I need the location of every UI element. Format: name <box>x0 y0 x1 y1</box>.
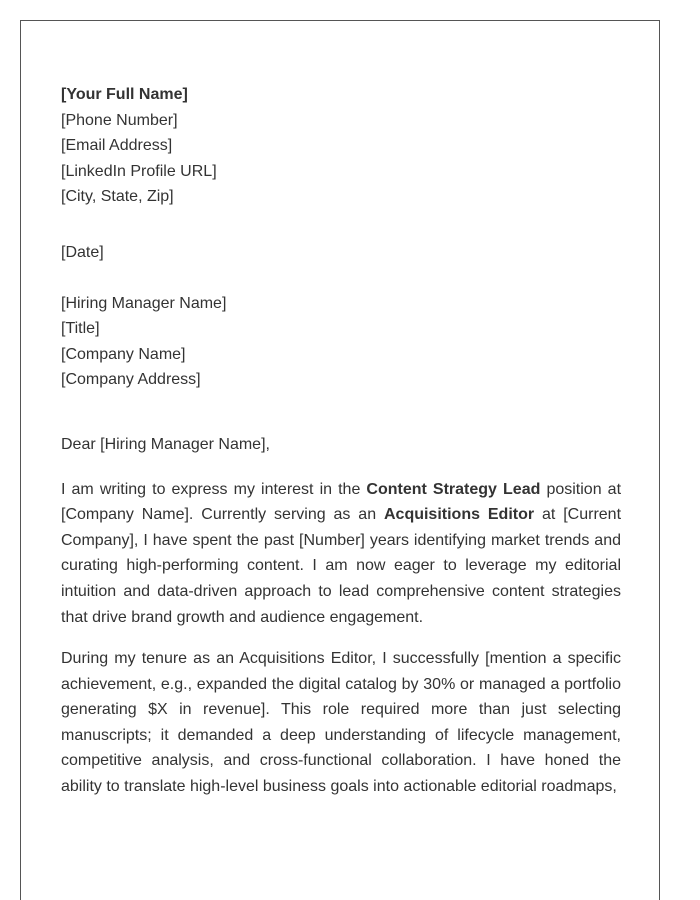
body-paragraph-2: During my tenure as an Acquisitions Editor, I successfully [mention a specific achievement, e.g., expanded the digital catalog by 30% or managed a portfolio generating $X in revenue]. This role required more than just selecting manuscripts; it demanded a deep understanding of lifecycle management, competitive analysis, and cross-functional collaboration. I have honed the ability to translate high-level business goals into actionable editorial roadmaps, <box>61 650 621 796</box>
position-title: Content Strategy Lead <box>366 480 541 498</box>
recipient-title: [Title] <box>61 320 100 338</box>
letter-content <box>61 82 621 800</box>
paragraph-1-text-3: at [Current Company], I have spent the past [Number] years identifying market trends and curating high-performing content. I am now eager to leverage my editorial intuition and data-driven approach to lead comprehensive content strategies that drive brand growth and audience engagement. <box>61 506 622 626</box>
sender-full-name: [Your Full Name] <box>61 86 188 103</box>
salutation: Dear [Hiring Manager Name], <box>61 435 270 453</box>
paragraph-1-text-2: position at [Company Name]. Currently serving as an <box>61 480 622 524</box>
recipient-address: [Company Address] <box>61 371 201 389</box>
sender-location: [City, State, Zip] <box>61 188 174 206</box>
paragraph-1-text-1: I am writing to express my interest in the <box>61 480 367 498</box>
sender-block <box>61 82 621 210</box>
sender-linkedin: [LinkedIn Profile URL] <box>61 162 217 180</box>
letter-page <box>20 20 660 900</box>
letter-date: [Date] <box>61 243 104 261</box>
recipient-company: [Company Name] <box>61 345 186 363</box>
current-role: Acquisitions Editor <box>383 506 535 524</box>
sender-email: [Email Address] <box>61 137 173 155</box>
body-paragraph-1 <box>61 477 621 631</box>
sender-phone: [Phone Number] <box>61 111 178 129</box>
recipient-block <box>61 291 621 393</box>
date-block <box>61 240 621 266</box>
recipient-name: [Hiring Manager Name] <box>61 294 227 312</box>
